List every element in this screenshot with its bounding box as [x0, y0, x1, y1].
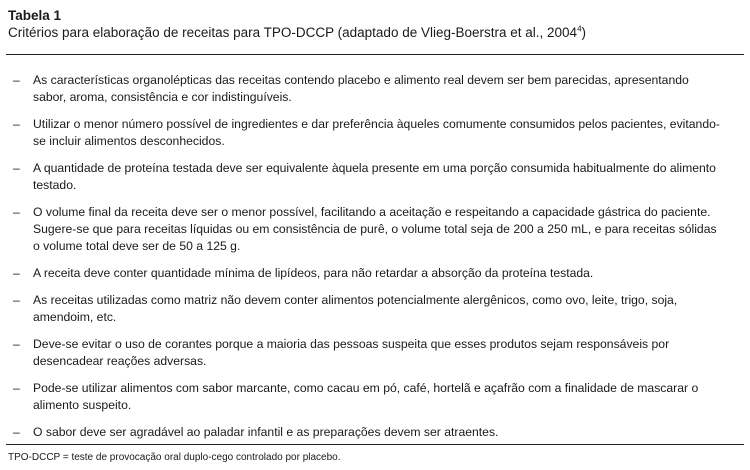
list-item	[6, 72, 722, 106]
criteria-list	[6, 72, 722, 451]
list-item	[6, 336, 722, 370]
criteria-text: Pode-se utilizar alimentos com sabor marcante, como cacau em pó, café, hortelã e açafrão com a finalidade de mascarar o alimento suspeito.	[33, 381, 699, 412]
criteria-text: A quantidade de proteína testada deve ser equivalente àquela presente em uma porção consumida habitualmente do alimento testado.	[33, 161, 716, 192]
top-rule	[6, 54, 744, 55]
bullet-dash: –	[13, 161, 20, 175]
bullet-dash: –	[13, 205, 20, 219]
criteria-text: O volume final da receita deve ser o menor possível, facilitando a aceitação e respeitando a capacidade gástrica do paciente. Sugere-se que para receitas líquidas ou em consistência de purê, o volume total seja de 200 a 250 mL, e para receitas sólidas o volume total deve ser de 50 a 125 g.	[33, 205, 717, 253]
list-item	[6, 116, 722, 150]
bullet-dash: –	[13, 266, 20, 280]
criteria-text: A receita deve conter quantidade mínima de lipídeos, para não retardar a absorção da proteína testada.	[33, 266, 594, 280]
criteria-text: As receitas utilizadas como matriz não devem conter alimentos potencialmente alergênicos, como ovo, leite, trigo, soja, amendoim, etc.	[33, 293, 678, 324]
bottom-rule	[6, 444, 744, 445]
list-item	[6, 424, 722, 441]
list-item	[6, 265, 722, 282]
list-item	[6, 292, 722, 326]
table-footnote: TPO-DCCP = teste de provocação oral duplo-cego controlado por placebo.	[8, 452, 341, 463]
list-item	[6, 160, 722, 194]
bullet-dash: –	[13, 73, 20, 87]
bullet-dash: –	[13, 425, 20, 439]
bullet-dash: –	[13, 381, 20, 395]
reference-superscript: 4	[577, 24, 582, 34]
table-subtitle-close: )	[581, 25, 587, 40]
table-title: Tabela 1	[8, 8, 62, 23]
table-caption	[8, 7, 742, 41]
criteria-text: As características organolépticas das receitas contendo placebo e alimento real devem ser bem parecidas, apresentando sabor, aroma, consistência e cor indistinguíveis.	[33, 73, 689, 104]
list-item	[6, 204, 722, 255]
list-item	[6, 380, 722, 414]
bullet-dash: –	[13, 117, 20, 131]
table-subtitle-text: Critérios para elaboração de receitas para TPO-DCCP (adaptado de Vlieg-Boerstra et al., 2004	[8, 25, 578, 40]
criteria-text: Deve-se evitar o uso de corantes porque a maioria das pessoas suspeita que esses produtos sejam responsáveis por desencadear reações adversas.	[33, 337, 670, 368]
bullet-dash: –	[13, 293, 20, 307]
table-subtitle	[8, 24, 742, 41]
criteria-text: O sabor deve ser agradável ao paladar infantil e as preparações devem ser atraentes.	[33, 425, 499, 439]
bullet-dash: –	[13, 337, 20, 351]
criteria-text: Utilizar o menor número possível de ingredientes e dar preferência àqueles comumente consumidos pelos pacientes, evitando-se incluir alimentos desconhecidos.	[33, 117, 720, 148]
